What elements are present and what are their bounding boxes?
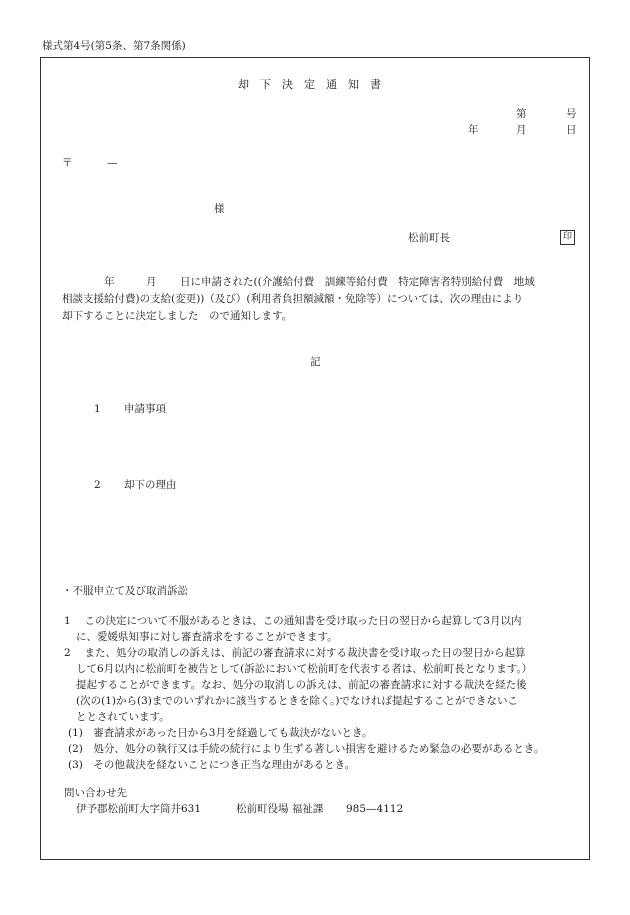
appeal-sub-3: (3) その他裁決を経ないことにつき正当な理由があるとき。 <box>68 759 356 771</box>
appeal-p2-line1: 2 また、処分の取消しの訴えは、前記の審査請求に対する裁決書を受け取った日の翌日から起算 <box>64 647 526 659</box>
contact-office: 松前町役場 福祉課 <box>236 803 324 815</box>
appeal-p2-line4: (次の(1)から(3)までのいずれかに該当するときを除く。)でなければ提起することができないこ <box>76 695 518 707</box>
contact-phone: 985—4112 <box>346 803 404 815</box>
sender-name: 松前町長 <box>408 232 450 244</box>
appeal-heading: ・不服申立て及び取消訴訟 <box>62 585 188 597</box>
contact-address: 伊予郡松前町大字筒井631 <box>76 803 202 815</box>
date-year: 年 <box>468 124 479 136</box>
contact-label: 問い合わせ先 <box>64 787 127 799</box>
appeal-p1-line1: 1 この決定について不服があるときは、この通知書を受け取った日の翌日から起算して3月以内 <box>64 615 522 627</box>
section-1-label: 申請事項 <box>124 403 166 415</box>
appeal-p1-line2: に、愛媛県知事に対し審査請求をすることができます。 <box>76 631 338 643</box>
appeal-p2-line2: して6月以内に松前町を被告として(訴訟において松前町を代表する者は、松前町長となります。） <box>76 663 533 675</box>
form-number: 様式第4号(第5条、第7条関係) <box>42 40 186 52</box>
body-line-1: 日に申請された((介護給付費 訓練等給付費 特定障害者特別給付費 地域 <box>180 276 535 288</box>
ki-heading: 記 <box>310 356 321 368</box>
date-day: 日 <box>566 124 577 136</box>
appeal-sub-2: (2) 処分、処分の執行又は手続の続行により生ずる著しい損害を避けるため緊急の必要があるとき。 <box>68 743 545 755</box>
section-2-label: 却下の理由 <box>124 479 177 491</box>
number-suffix: 号 <box>566 108 577 120</box>
appeal-p2-line5: ととされています。 <box>76 711 170 723</box>
appeal-p2-line3: 提起することができます。なお、処分の取消しの訴えは、前記の審査請求に対する裁決を経た後 <box>76 679 527 691</box>
recipient-honorific: 様 <box>214 203 225 215</box>
body-date-year: 年 <box>104 276 115 288</box>
postal-mark: 〒 <box>62 157 73 169</box>
date-month: 月 <box>516 124 527 136</box>
body-date-month: 月 <box>146 276 157 288</box>
number-prefix: 第 <box>516 108 527 120</box>
body-line-2: 相談支援給付費)の支給(変更))（及び）(利用者負担額減額・免除等）については、次の理由により <box>62 293 524 305</box>
section-1-number: 1 <box>94 403 101 415</box>
document-title: 却下決定通知書 <box>238 78 392 91</box>
section-2-number: 2 <box>94 479 101 491</box>
body-line-3: 却下することに決定しました ので通知します。 <box>62 310 293 322</box>
appeal-sub-1: (1) 審査請求があった日から3月を経過しても裁決がないとき。 <box>68 727 373 739</box>
postal-dash: — <box>107 157 118 169</box>
seal-mark: 印 <box>560 230 575 245</box>
